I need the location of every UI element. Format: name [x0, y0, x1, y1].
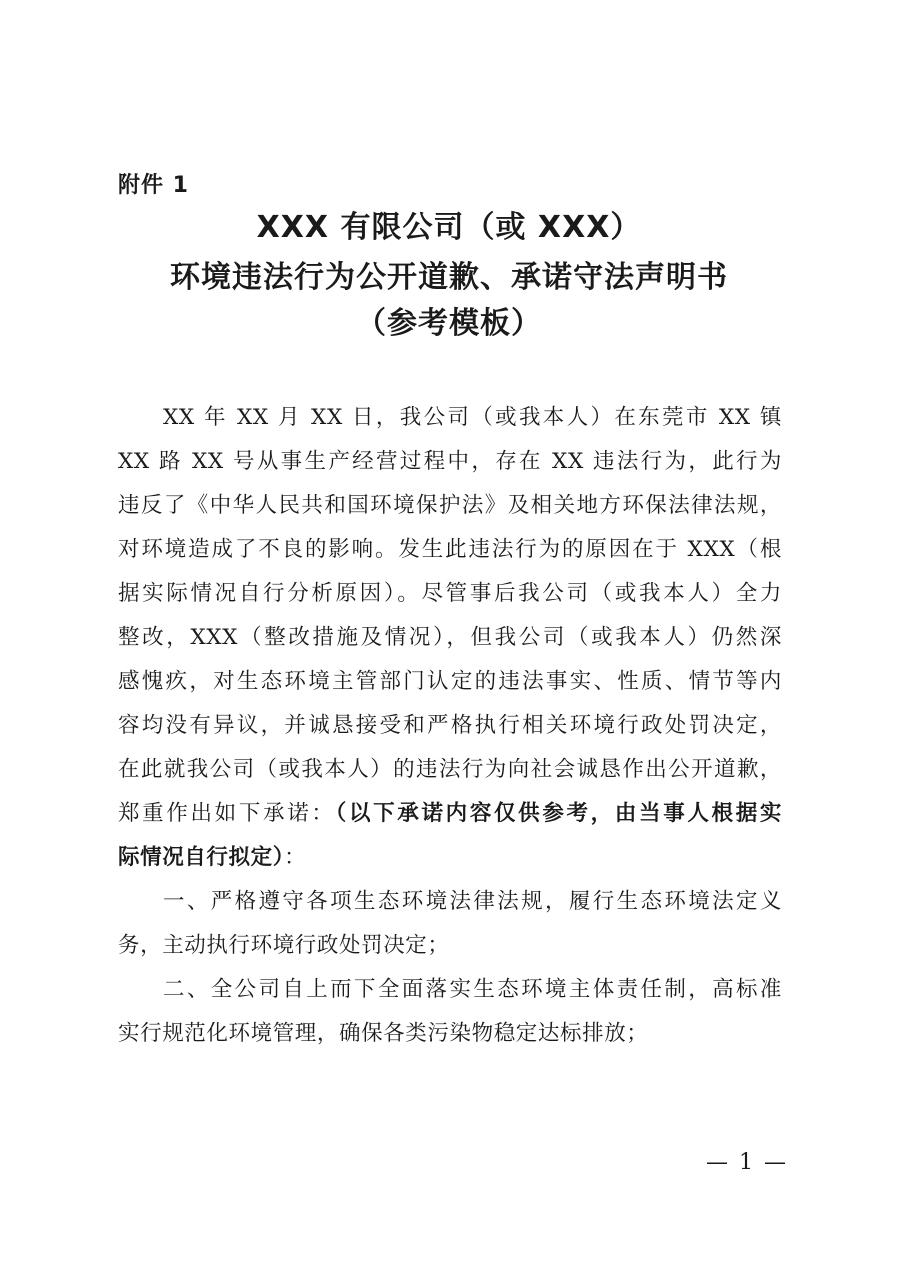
title-line-3: （参考模板） — [356, 306, 542, 341]
commitment-item-1: 一、严格遵守各项生态环境法律法规，履行生态环境法定义 — [163, 889, 782, 914]
paragraph-line: 据实际情况自行分析原因）。尽管事后我公司（或我本人）全力 — [118, 581, 782, 606]
title-line-1: XXX 有限公司（或 XXX） — [256, 210, 642, 245]
paragraph-line: 违反了《中华人民共和国环境保护法》及相关地方环保法律法规， — [118, 493, 782, 518]
paragraph-line: 对环境造成了不良的影响。发生此违法行为的原因在于 XXX（根 — [118, 537, 782, 562]
title-line-2: 环境违法行为公开道歉、承诺守法声明书 — [170, 260, 728, 295]
commitment-note-continued: 际情况自行拟定） — [118, 845, 285, 870]
commitment-item-2: 二、全公司自上而下全面落实生态环境主体责任制，高标准 — [163, 977, 782, 1002]
paragraph-line: 整改，XXX（整改措施及情况），但我公司（或我本人）仍然深 — [118, 625, 782, 650]
paragraph-line: XX 路 XX 号从事生产经营过程中，存在 XX 违法行为，此行为 — [118, 449, 782, 474]
commitment-intro: 郑重作出如下承诺： — [118, 801, 336, 826]
commitment-item-1-continued: 务，主动执行环境行政处罚决定； — [118, 933, 450, 958]
commitment-line — [118, 796, 782, 827]
paragraph-line: 容均没有异议，并诚恳接受和严格执行相关环境行政处罚决定， — [118, 713, 782, 738]
commitment-item-2-continued: 实行规范化环境管理，确保各类污染物稳定达标排放； — [118, 1021, 649, 1046]
paragraph-line: XX 年 XX 月 XX 日，我公司（或我本人）在东莞市 XX 镇 — [163, 405, 782, 430]
attachment-label: 附件 1 — [118, 173, 189, 198]
commitment-line-2 — [118, 840, 782, 871]
commitment-note: （以下承诺内容仅供参考，由当事人根据实 — [335, 801, 782, 826]
paragraph-line: 在此就我公司（或我本人）的违法行为向社会诚恳作出公开道歉， — [118, 757, 782, 782]
commitment-colon: ： — [284, 845, 307, 870]
paragraph-line: 感愧疚，对生态环境主管部门认定的违法事实、性质、情节等内 — [118, 669, 782, 694]
page-number: — 1 — — [706, 1150, 788, 1175]
